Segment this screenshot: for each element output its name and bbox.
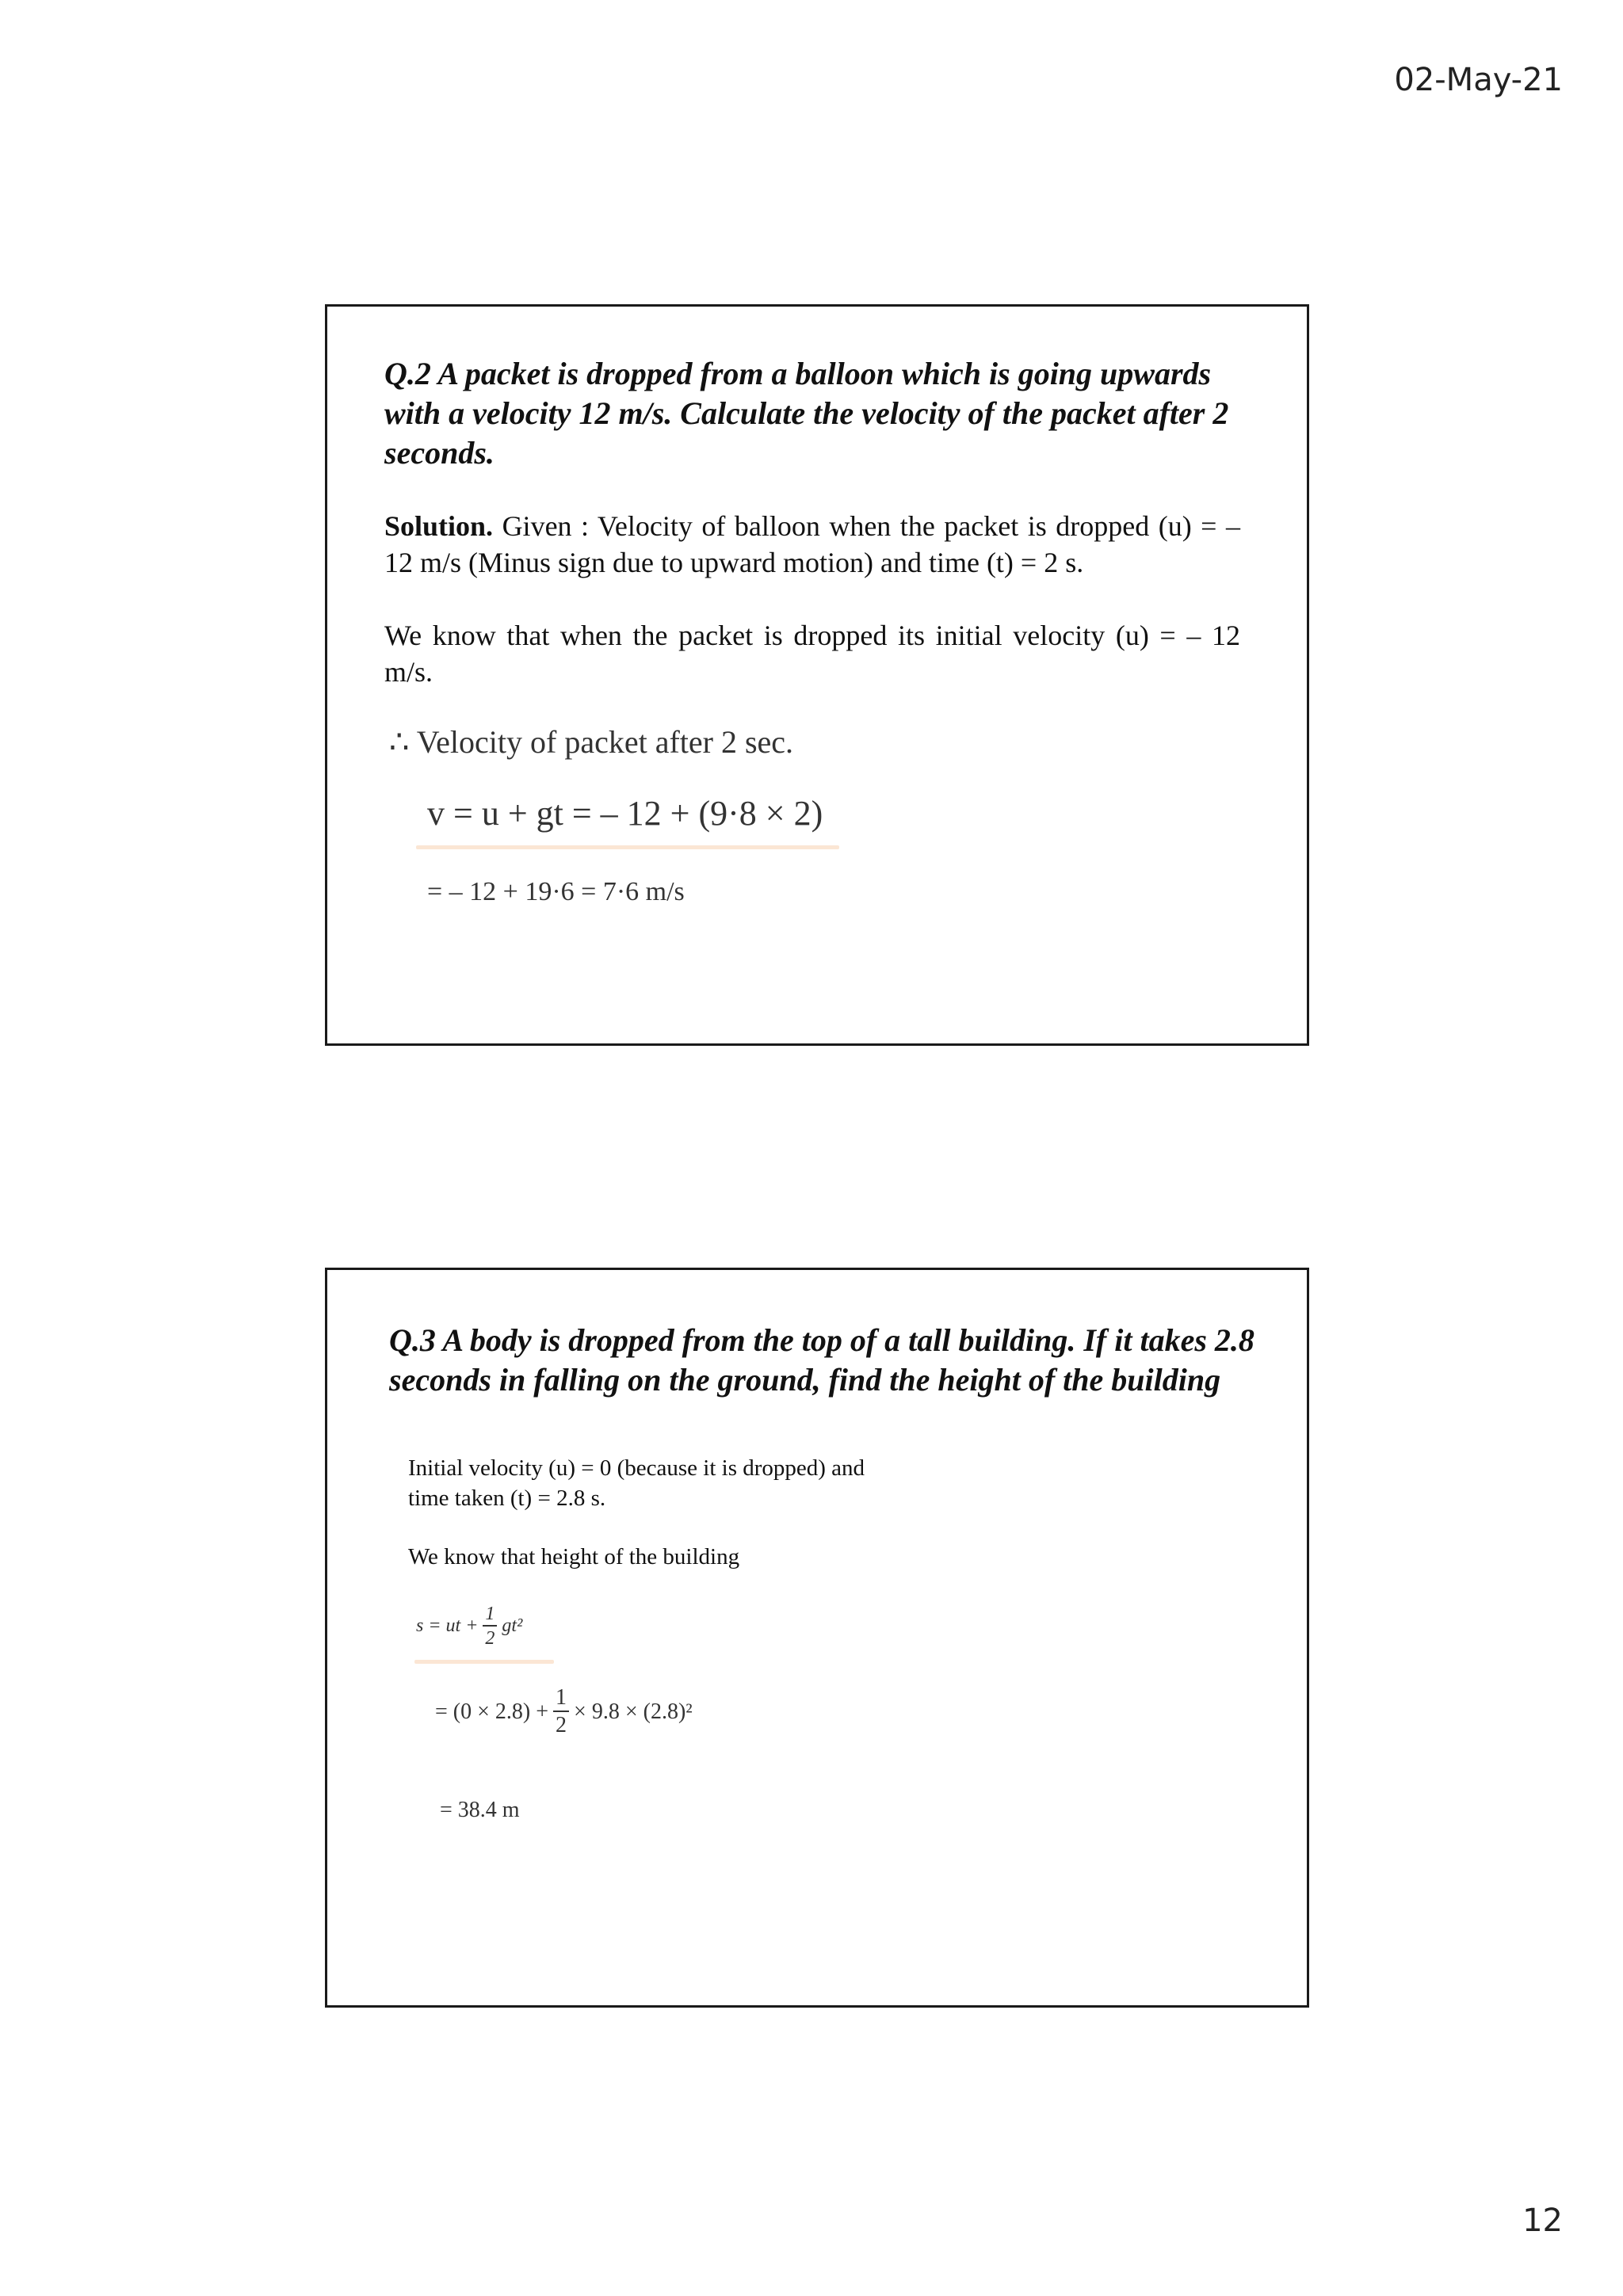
formula-right: gt²: [502, 1615, 523, 1636]
formula-displacement: [416, 1604, 522, 1648]
formula-highlight-bar: [414, 1660, 554, 1664]
equation-velocity: v = u + gt = – 12 + (9·8 × 2): [427, 794, 823, 833]
fraction-half-step: [553, 1687, 569, 1737]
solution-label: Solution.: [384, 510, 494, 542]
height-result: = 38.4 m: [440, 1798, 520, 1822]
solution-text: Given : Velocity of balloon when the packet is dropped (u) = – 12 m/s (Minus sign due to upward motion) and time (t) = 2 s.: [384, 510, 1240, 578]
given-line-1: Initial velocity (u) = 0 (because it is dropped) and: [408, 1455, 865, 1481]
header-date: 02-May-21: [1394, 62, 1563, 98]
question-3-text: Q.3 A body is dropped from the top of a tall building. If it takes 2.8 seconds in falling on the ground, find the height of the building: [389, 1322, 1254, 1398]
known-height-text: We know that height of the building: [408, 1544, 740, 1569]
formula-left: s = ut +: [416, 1615, 479, 1636]
fraction-numerator: 1: [483, 1604, 497, 1627]
step-left: = (0 × 2.8) +: [435, 1699, 549, 1724]
solution-paragraph: [384, 508, 1240, 581]
therefore-line: ∴ Velocity of packet after 2 sec.: [389, 724, 794, 760]
fraction-denominator: 2: [485, 1628, 495, 1649]
substitution-step: [435, 1687, 693, 1737]
question-2-text: Q.2 A packet is dropped from a balloon which is going upwards with a velocity 12 m/s. Calculate the velocity of the packet after 2 seconds.: [384, 356, 1229, 471]
known-paragraph: We know that when the packet is dropped its initial velocity (u) = – 12 m/s.: [384, 620, 1240, 688]
equation-result: = – 12 + 19·6 = 7·6 m/s: [427, 877, 685, 906]
step-right: × 9.8 × (2.8)²: [574, 1699, 693, 1724]
fraction-denominator-step: 2: [556, 1713, 567, 1737]
fraction-numerator-step: 1: [553, 1687, 569, 1712]
slide-question-3: [325, 1268, 1309, 2008]
page-number: 12: [1522, 2203, 1563, 2239]
given-line-2: time taken (t) = 2.8 s.: [408, 1486, 606, 1511]
equation-highlight-bar: [416, 845, 839, 849]
fraction-half: [483, 1604, 497, 1648]
slide-question-2: [325, 304, 1309, 1046]
